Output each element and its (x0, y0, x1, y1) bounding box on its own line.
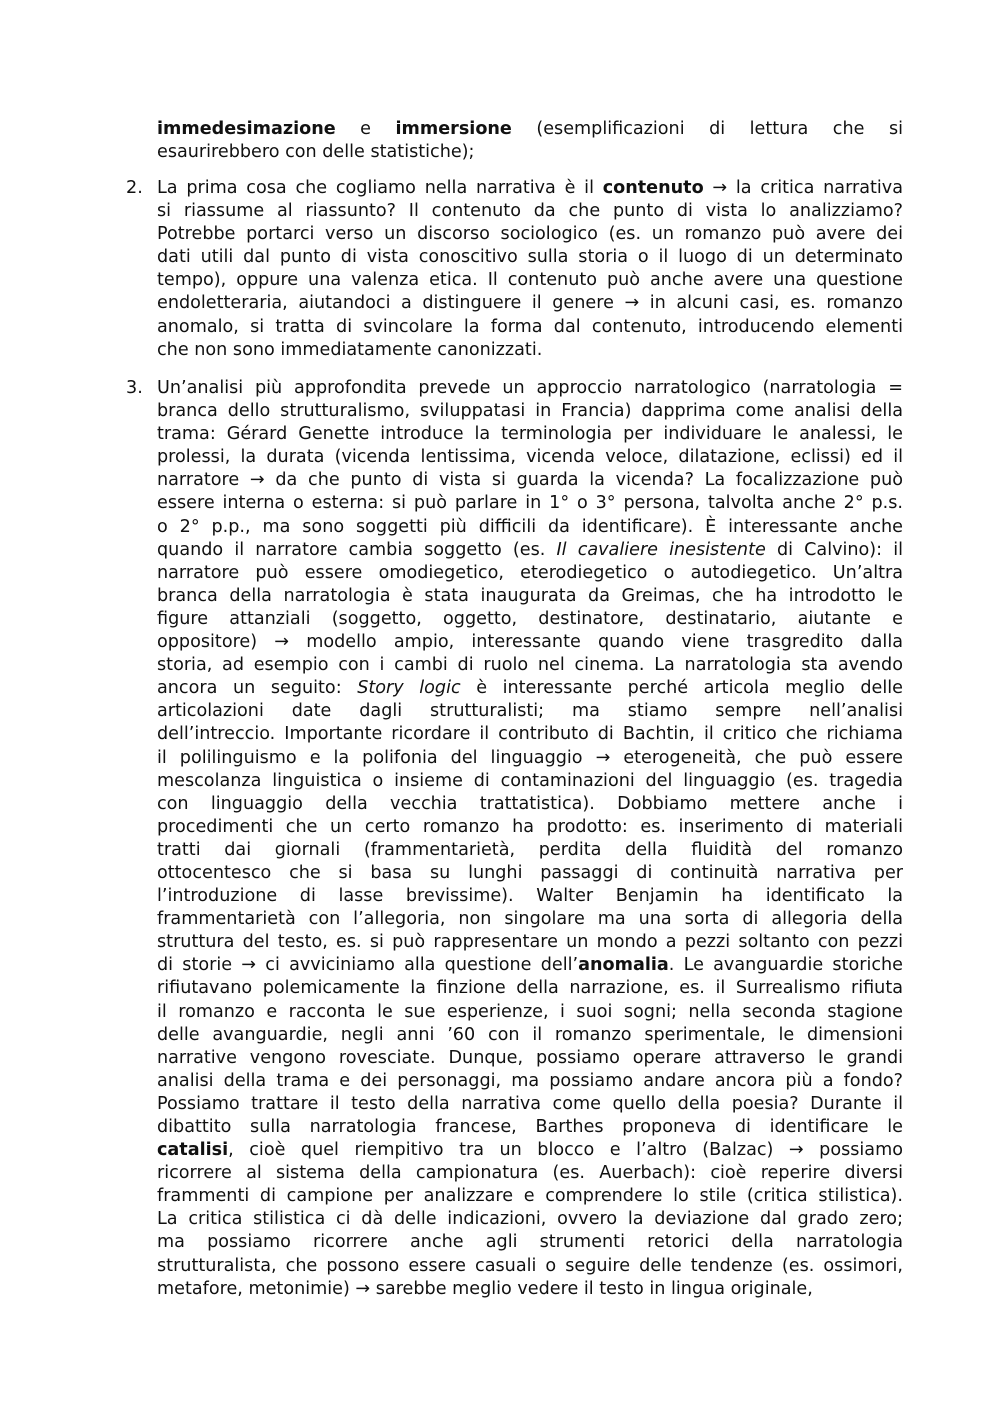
text-line (157, 585, 903, 608)
text-line (157, 339, 903, 362)
text-run: , cioè quel riempitivo tra un blocco e l’altro (Balzac) → possiamo (228, 1140, 903, 1161)
text-run: branca dello strutturalismo, sviluppatasi in Francia) dapprima come analisi della (157, 401, 903, 422)
text-run: . Le avanguardie storiche (668, 955, 904, 976)
text-line (157, 1024, 903, 1047)
text-line (157, 1139, 903, 1162)
text-run: o 2° p.p., ma sono soggetti più difficili da identificare). È interessante anche (157, 516, 903, 537)
text-line (157, 608, 903, 631)
text-run: dibattito sulla narratologia francese, Barthes proponeva di identificare le (157, 1117, 903, 1137)
text-line (157, 562, 903, 585)
text-run: che non sono immediatamente canonizzati. (157, 339, 543, 360)
text-run: l’introduzione di lasse brevissime). Walter Benjamin ha identificato la (157, 886, 903, 907)
text-line (157, 400, 903, 423)
bold-text: immedesimazione (157, 119, 336, 139)
text-line (157, 816, 903, 839)
text-line (157, 977, 903, 1000)
list-number-3: 3. (126, 378, 143, 398)
text-run: quando il narratore cambia soggetto (es. (157, 539, 557, 560)
bold-text: immersione (395, 119, 512, 139)
text-run: oppositore) → modello ampio, interessante quando viene trasgredito dalla (157, 632, 903, 653)
text-line (157, 516, 903, 539)
text-run: narratore → da che punto di vista si guarda la vicenda? La focalizzazione può (157, 470, 903, 491)
text-run: frammentarietà con l’allegoria, non singolare ma una sorta di allegoria della (157, 909, 903, 930)
text-line (157, 654, 903, 677)
text-run: La critica stilistica ci dà delle indicazioni, ovvero la deviazione dal grado zero; (157, 1209, 903, 1230)
text-line (157, 1185, 903, 1208)
text-line (157, 700, 903, 723)
text-run: mescolanza linguistica o insieme di contaminazioni del linguaggio (es. tragedia (157, 770, 903, 791)
text-run: si riassume al riassunto? Il contenuto da che punto di vista lo analizziamo? (157, 201, 903, 222)
text-line (157, 1278, 903, 1301)
text-line (157, 223, 903, 246)
italic-text: Story logic (357, 678, 461, 699)
text-run: prolessi, la durata (vicenda lentissima, vicenda veloce, dilatazione, eclissi) ed il (157, 447, 903, 468)
text-line (157, 492, 903, 515)
text-run: Un’analisi più approfondita prevede un approccio narratologico (narratologia = (157, 378, 903, 398)
bold-text: catalisi (157, 1140, 229, 1161)
text-run: analisi della trama e dei personaggi, ma possiamo andare ancora più a fondo? (157, 1070, 903, 1091)
bold-text: anomalia (578, 955, 669, 976)
text-run: strutturalista, che possono essere casuali o seguire delle tendenze (es. ossimori, (157, 1255, 903, 1276)
text-run: dell’intreccio. Importante ricordare il contributo di Bachtin, il critico che richiama (157, 724, 903, 745)
text-run: trama: Gérard Genette introduce la terminologia per individuare le analessi, le (157, 424, 903, 445)
text-run: di storie → ci avviciniamo alla questione dell’ (157, 955, 579, 976)
text-run: → la critica narrativa (703, 178, 903, 198)
text-line (157, 954, 903, 977)
text-run: articolazioni date dagli strutturalisti; ma stiamo sempre nell’analisi (157, 701, 903, 722)
text-line (157, 862, 903, 885)
text-line (157, 1162, 903, 1185)
text-run: e (335, 119, 396, 139)
text-run: storia, ad esempio con i cambi di ruolo nel cinema. La narratologia sta avendo (157, 655, 903, 676)
text-line (157, 1093, 903, 1116)
text-run: delle avanguardie, negli anni ’60 con il romanzo sperimentale, le dimensioni (157, 1024, 903, 1045)
text-run: di Calvino): il (765, 539, 903, 560)
text-line (157, 246, 903, 269)
text-run: La prima cosa che cogliamo nella narrativa è il (157, 178, 603, 198)
text-line (157, 377, 903, 400)
text-run: struttura del testo, es. si può rappresentare un mondo a pezzi soltanto con pezzi (157, 932, 903, 953)
text-run: ottocentesco che si basa su lunghi passaggi di continuità narrativa per (157, 862, 903, 883)
text-run: il romanzo e racconta le sue esperienze, i suoi sogni; nella seconda stagione (157, 1001, 903, 1022)
text-line (157, 1255, 903, 1278)
text-run: (esemplificazioni di lettura che si (511, 119, 904, 139)
text-run: Potrebbe portarci verso un discorso sociologico (es. un romanzo può avere dei (157, 224, 903, 245)
text-line (157, 908, 903, 931)
text-line (157, 141, 903, 164)
text-line (157, 677, 903, 700)
text-run: dati utili dal punto di vista conoscitivo sulla storia o il luogo di un determinato (157, 247, 903, 268)
text-line (157, 446, 903, 469)
text-run: narratore può essere omodiegetico, eterodiegetico o autodiegetico. Un’altra (157, 562, 903, 583)
list-number-2: 2. (126, 178, 143, 198)
text-line (157, 539, 903, 562)
list-item-2 (157, 177, 903, 362)
text-line (157, 631, 903, 654)
text-line (157, 723, 903, 746)
text-run: metafore, metonimie) → sarebbe meglio vedere il testo in lingua originale, (157, 1278, 813, 1299)
text-line (157, 885, 903, 908)
text-line (157, 1001, 903, 1024)
text-run: il polilinguismo e la polifonia del linguaggio → eterogeneità, che può essere (157, 747, 903, 768)
text-line (157, 200, 903, 223)
text-run: esaurirebbero con delle statistiche); (157, 142, 475, 163)
bold-text: contenuto (602, 178, 704, 198)
text-run: figure attanziali (soggetto, oggetto, destinatore, destinatario, aiutante e (157, 608, 903, 629)
text-run: ma possiamo ricorrere anche agli strumenti retorici della narratologia (157, 1232, 903, 1253)
text-run: endoletteraria, aiutandoci a distinguere il genere → in alcuni casi, es. romanzo (157, 293, 903, 314)
text-run: frammenti di campione per analizzare e comprendere lo stile (critica stilistica). (157, 1186, 903, 1207)
text-run: tratti dai giornali (frammentarietà, perdita della fluidità del romanzo (157, 839, 903, 860)
italic-text: Il cavaliere inesistente (556, 539, 766, 560)
text-run: anomalo, si tratta di svincolare la forma dal contenuto, introducendo elementi (157, 316, 903, 337)
text-line (157, 269, 903, 292)
text-line (157, 793, 903, 816)
text-run: con linguaggio della vecchia trattatistica). Dobbiamo mettere anche i (157, 793, 903, 814)
list-item-1-continuation (157, 118, 903, 164)
text-line (157, 747, 903, 770)
text-line (157, 931, 903, 954)
text-line (157, 839, 903, 862)
text-line (157, 316, 903, 339)
text-line (157, 770, 903, 793)
text-line (157, 469, 903, 492)
text-line (157, 1070, 903, 1093)
text-run: essere interna o esterna: si può parlare in 1° o 3° persona, talvolta anche 2° p.s. (157, 493, 903, 514)
list-item-3 (157, 377, 903, 1301)
text-line (157, 1047, 903, 1070)
text-run: rifiutavano polemicamente la finzione della narrazione, es. il Surrealismo rifiuta (157, 978, 903, 999)
text-run: procedimenti che un certo romanzo ha prodotto: es. inserimento di materiali (157, 816, 903, 837)
text-run: narrative vengono rovesciate. Dunque, possiamo operare attraverso le grandi (157, 1047, 903, 1068)
text-run: ancora un seguito: (157, 678, 358, 699)
text-run: Possiamo trattare il testo della narrativa come quello della poesia? Durante il (157, 1093, 903, 1114)
text-run: tempo), oppure una valenza etica. Il contenuto può anche avere una questione (157, 270, 903, 291)
text-line (157, 423, 903, 446)
text-line (157, 118, 903, 141)
text-line (157, 1208, 903, 1231)
text-run: branca della narratologia è stata inaugurata da Greimas, che ha introdotto le (157, 585, 903, 606)
text-line (157, 292, 903, 315)
text-line (157, 1116, 903, 1139)
text-run: ricorrere al sistema della campionatura (es. Auerbach): cioè reperire diversi (157, 1163, 903, 1184)
text-run: è interessante perché articola meglio delle (460, 678, 903, 699)
text-line (157, 177, 903, 200)
text-line (157, 1231, 903, 1254)
